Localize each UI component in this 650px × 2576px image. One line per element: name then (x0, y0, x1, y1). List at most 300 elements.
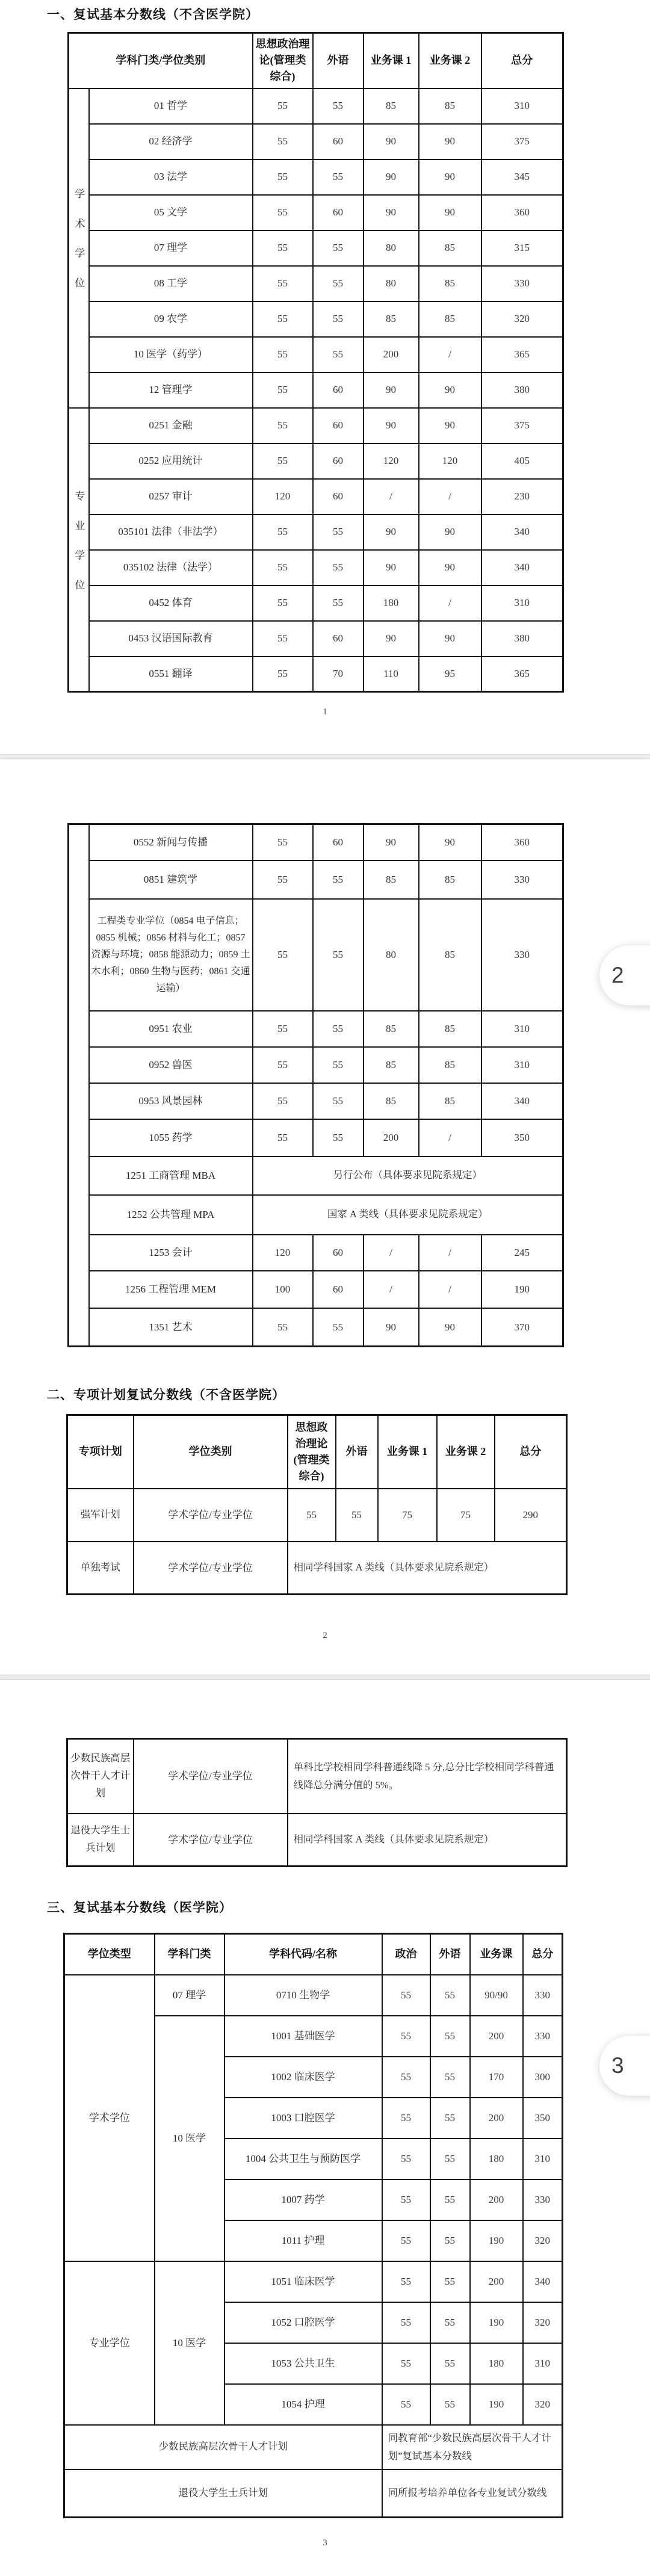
table-cell: 365 (481, 337, 563, 372)
table-cell: 90/90 (470, 1975, 523, 2016)
table-cell: 180 (364, 585, 419, 621)
group-label-professional: 专业学位 (64, 2261, 155, 2425)
table-cell: 12 管理学 (89, 372, 253, 408)
table-cell: / (364, 1271, 419, 1308)
table-cell: 80 (364, 230, 419, 266)
table-row (69, 1271, 563, 1308)
table-cell: 55 (313, 585, 364, 621)
table-cell: 60 (313, 443, 364, 479)
table-row (69, 1011, 563, 1047)
col-subject2: 业务课 2 (437, 1415, 495, 1489)
table-row (67, 1542, 567, 1595)
table-cell: / (419, 1271, 481, 1308)
table-cell: 0851 建筑学 (89, 860, 253, 899)
table-row (69, 33, 563, 88)
table-cell: 90 (419, 514, 481, 550)
table-cell: 90 (364, 195, 419, 230)
table-row (69, 301, 563, 337)
table-cell: 90 (364, 1308, 419, 1347)
table-cell: 310 (523, 2139, 563, 2179)
table-row (64, 2469, 563, 2518)
table-cell: 55 (253, 621, 313, 656)
table-cell: 90 (419, 824, 481, 860)
table-cell: 国家 A 类线（具体要求见院系规定） (253, 1195, 563, 1235)
table-cell: 320 (523, 2302, 563, 2343)
table-cell: 85 (364, 1083, 419, 1119)
col-total: 总分 (495, 1415, 567, 1489)
col-foreign-language: 外语 (336, 1415, 378, 1489)
table-cell: 55 (253, 514, 313, 550)
table-row (69, 159, 563, 195)
table-row (67, 1489, 567, 1542)
table-cell: 320 (523, 2384, 563, 2425)
table-cell: 55 (430, 2302, 470, 2343)
table-cell: 120 (253, 1235, 313, 1271)
table-cell: 360 (481, 195, 563, 230)
table-row (69, 408, 563, 443)
table-cell: 60 (313, 1271, 364, 1308)
table-cell: / (364, 1235, 419, 1271)
col-discipline: 学科门类/学位类别 (69, 33, 253, 88)
table-cell: 85 (419, 230, 481, 266)
table-cell: 375 (481, 408, 563, 443)
table-cell: 85 (364, 301, 419, 337)
table-cell: 80 (364, 266, 419, 301)
table-cell: 1052 口腔医学 (224, 2302, 382, 2343)
table-cell: 相同学科国家 A 类线（具体要求见院系规定） (288, 1542, 567, 1595)
table-row (69, 1157, 563, 1195)
col-politics: 思想政治理论(管理类综合) (253, 33, 313, 88)
table-cell: 90 (364, 824, 419, 860)
table-cell: / (419, 337, 481, 372)
table-cell: 330 (481, 860, 563, 899)
section-1-title: 一、复试基本分数线（不含医学院） (47, 7, 259, 22)
table-row (64, 1975, 563, 2016)
table-cell: 60 (313, 479, 364, 514)
table-row (69, 266, 563, 301)
col-politics: 政治 (382, 1934, 430, 1975)
table-cell: 95 (419, 656, 481, 692)
table-cell: 55 (253, 899, 313, 1011)
table-cell: 60 (313, 408, 364, 443)
table-cell: 55 (253, 408, 313, 443)
table-cell: 55 (313, 550, 364, 585)
table-row (69, 479, 563, 514)
table-cell: 退役大学生士兵计划 (67, 1814, 134, 1867)
table-row (69, 1235, 563, 1271)
table-cell: 310 (481, 88, 563, 124)
group-label-medicine: 10 医学 (155, 2016, 224, 2261)
table-cell: 360 (481, 824, 563, 860)
table-cell: 0453 汉语国际教育 (89, 621, 253, 656)
table-row (69, 1083, 563, 1119)
table-cell: 1251 工商管理 MBA (89, 1157, 253, 1195)
table-cell: 55 (253, 230, 313, 266)
table-cell: 380 (481, 372, 563, 408)
table-row (67, 1739, 567, 1814)
table-cell: 55 (382, 2179, 430, 2220)
page-number-3: 3 (323, 2538, 327, 2548)
table-cell: 90 (419, 550, 481, 585)
score-table-main-page2 (67, 823, 564, 1347)
document-page-1 (0, 0, 650, 754)
table-cell: 55 (253, 195, 313, 230)
table-cell: 07 理学 (89, 230, 253, 266)
table-cell: 60 (313, 372, 364, 408)
table-cell: 310 (481, 585, 563, 621)
document-page-2 (0, 759, 650, 1675)
table-row (69, 514, 563, 550)
group-label-academic: 学术学位 (64, 1975, 155, 2261)
table-cell: 190 (470, 2220, 523, 2261)
table-cell: 190 (470, 2302, 523, 2343)
table-cell: 55 (253, 824, 313, 860)
table-row (69, 860, 563, 899)
table-cell: 少数民族高层次骨干人才计划 (64, 2425, 382, 2469)
table-cell: 60 (313, 195, 364, 230)
table-cell: 300 (523, 2057, 563, 2098)
table-cell: 90 (419, 159, 481, 195)
document-page-3 (0, 1680, 650, 2576)
table-cell: 90 (364, 514, 419, 550)
table-cell: 80 (364, 899, 419, 1011)
table-cell: 85 (364, 88, 419, 124)
table-cell: 55 (313, 1083, 364, 1119)
section-2-title: 二、专项计划复试分数线（不含医学院） (47, 1388, 285, 1402)
table-cell: 02 经济学 (89, 124, 253, 159)
table-cell: 330 (481, 899, 563, 1011)
table-cell: 55 (288, 1489, 336, 1542)
table-cell: 55 (430, 2139, 470, 2179)
table-cell: 55 (253, 124, 313, 159)
col-subject1: 业务课 1 (378, 1415, 437, 1489)
table-cell: 1256 工程管理 MEM (89, 1271, 253, 1308)
table-cell: 85 (419, 899, 481, 1011)
table-row (69, 656, 563, 692)
table-cell: 55 (382, 2261, 430, 2302)
table-cell: 55 (253, 550, 313, 585)
table-cell: 单独考试 (67, 1542, 134, 1595)
table-cell: 90 (364, 621, 419, 656)
table-row (64, 2425, 563, 2469)
table-cell: 55 (382, 2016, 430, 2057)
table-cell: 55 (382, 2384, 430, 2425)
table-cell: 55 (430, 2016, 470, 2057)
table-cell: 1007 药学 (224, 2179, 382, 2220)
table-cell: 55 (313, 88, 364, 124)
table-cell: 0452 体育 (89, 585, 253, 621)
table-cell: 相同学科国家 A 类线（具体要求见院系规定） (288, 1814, 567, 1867)
table-cell: 340 (481, 1083, 563, 1119)
table-row (69, 1119, 563, 1157)
table-cell: 55 (382, 2139, 430, 2179)
table-cell: 55 (382, 2220, 430, 2261)
table-cell: 03 法学 (89, 159, 253, 195)
group-label-professional: 专业学位 (69, 408, 89, 692)
table-cell: 200 (470, 2179, 523, 2220)
special-plan-table (66, 1414, 568, 1595)
table-cell: 90 (419, 621, 481, 656)
col-degree-type: 学位类型 (64, 1934, 155, 1975)
table-cell: 90 (419, 408, 481, 443)
table-cell: 学术学位/专业学位 (134, 1489, 288, 1542)
table-cell: 310 (481, 1047, 563, 1083)
col-foreign-language: 外语 (430, 1934, 470, 1975)
table-cell: 1351 艺术 (89, 1308, 253, 1347)
medical-school-table (63, 1933, 563, 2518)
table-row (67, 1814, 567, 1867)
table-cell: 340 (481, 550, 563, 585)
col-subject: 业务课 (470, 1934, 523, 1975)
table-cell: 1002 临床医学 (224, 2057, 382, 2098)
table-cell: 1054 护理 (224, 2384, 382, 2425)
table-cell: 60 (313, 621, 364, 656)
table-row (69, 195, 563, 230)
table-row (69, 88, 563, 124)
table-cell: 55 (253, 372, 313, 408)
table-cell: 10 医学（药学） (89, 337, 253, 372)
group-label-academic: 学术学位 (69, 88, 89, 408)
col-special-plan: 专项计划 (67, 1415, 134, 1489)
table-cell: 01 哲学 (89, 88, 253, 124)
table-cell: 85 (419, 88, 481, 124)
table-cell: 330 (523, 1975, 563, 2016)
table-cell: 退役大学生士兵计划 (64, 2469, 382, 2518)
table-cell: 55 (313, 514, 364, 550)
table-cell: 90 (364, 159, 419, 195)
table-cell: 55 (313, 301, 364, 337)
table-cell: 350 (523, 2098, 563, 2139)
table-cell: 330 (481, 266, 563, 301)
table-cell: 1051 临床医学 (224, 2261, 382, 2302)
table-cell: 1253 会计 (89, 1235, 253, 1271)
table-cell: 90 (364, 550, 419, 585)
table-cell: 035101 法律（非法学） (89, 514, 253, 550)
table-cell: 035102 法律（法学） (89, 550, 253, 585)
table-cell: 85 (419, 860, 481, 899)
table-cell: / (419, 1235, 481, 1271)
group-label-empty (69, 824, 89, 1347)
table-cell: 55 (313, 1308, 364, 1347)
table-cell: 55 (382, 2302, 430, 2343)
table-cell: 320 (481, 301, 563, 337)
table-cell: 180 (470, 2139, 523, 2179)
page-number-1: 1 (323, 707, 327, 717)
table-cell: 75 (437, 1489, 495, 1542)
table-cell: 0251 金融 (89, 408, 253, 443)
table-cell: 55 (313, 230, 364, 266)
table-cell: 55 (430, 2098, 470, 2139)
table-cell: 310 (523, 2343, 563, 2384)
table-cell: 1252 公共管理 MPA (89, 1195, 253, 1235)
table-cell: 09 农学 (89, 301, 253, 337)
table-cell: 85 (419, 1083, 481, 1119)
table-cell: 405 (481, 443, 563, 479)
table-row (64, 2261, 563, 2302)
table-row (69, 1308, 563, 1347)
table-cell: 55 (313, 860, 364, 899)
col-total: 总分 (481, 33, 563, 88)
table-cell: 200 (470, 2016, 523, 2057)
table-cell: 工程类专业学位（0854 电子信息；0855 机械；0856 材料与化工；0857 资源与环境；0858 能源动力；0859 土木水利；0860 生物与医药；0861 交通运输） (89, 899, 253, 1011)
table-cell: 90 (364, 372, 419, 408)
table-cell: 05 文学 (89, 195, 253, 230)
table-cell: 55 (253, 266, 313, 301)
table-cell: 55 (253, 301, 313, 337)
table-cell: 365 (481, 656, 563, 692)
table-cell: 55 (313, 1047, 364, 1083)
table-cell: / (419, 479, 481, 514)
table-cell: 55 (313, 337, 364, 372)
table-cell: 55 (313, 159, 364, 195)
table-cell: 55 (253, 656, 313, 692)
table-cell: 1001 基础医学 (224, 2016, 382, 2057)
group-label-medicine: 10 医学 (155, 2261, 224, 2425)
table-cell: 55 (253, 1308, 313, 1347)
table-cell: 0951 农业 (89, 1011, 253, 1047)
table-row (69, 372, 563, 408)
table-cell: 55 (253, 1083, 313, 1119)
table-cell: 强军计划 (67, 1489, 134, 1542)
table-cell: 370 (481, 1308, 563, 1347)
table-row (67, 1415, 567, 1489)
table-cell: 120 (364, 443, 419, 479)
table-cell: 55 (336, 1489, 378, 1542)
table-cell: 75 (378, 1489, 437, 1542)
table-row (69, 1047, 563, 1083)
col-politics: 思想政治理论(管理类综合) (288, 1415, 336, 1489)
table-cell: 55 (430, 2384, 470, 2425)
table-cell: 55 (253, 1119, 313, 1157)
table-cell: 55 (430, 1975, 470, 2016)
table-cell: 85 (364, 860, 419, 899)
table-cell: 07 理学 (155, 1975, 224, 2016)
table-cell: 60 (313, 124, 364, 159)
table-cell: 0552 新闻与传播 (89, 824, 253, 860)
table-cell: 85 (419, 1047, 481, 1083)
table-cell: 1003 口腔医学 (224, 2098, 382, 2139)
table-cell: 同教育部“少数民族高层次骨干人才计划”复试基本分数线 (382, 2425, 563, 2469)
table-cell: / (419, 1119, 481, 1157)
viewer-page-indicator-2-label: 2 (611, 963, 624, 987)
table-cell: 110 (364, 656, 419, 692)
table-row (69, 585, 563, 621)
col-total: 总分 (523, 1934, 563, 1975)
table-cell: 70 (313, 656, 364, 692)
table-cell: / (419, 585, 481, 621)
table-cell: 230 (481, 479, 563, 514)
table-cell: 55 (313, 266, 364, 301)
col-foreign-language: 外语 (313, 33, 364, 88)
table-row (69, 824, 563, 860)
table-cell: 90 (364, 124, 419, 159)
table-cell: 0551 翻译 (89, 656, 253, 692)
table-cell: 190 (481, 1271, 563, 1308)
col-discipline: 学科门类 (155, 1934, 224, 1975)
table-cell: 学术学位/专业学位 (134, 1542, 288, 1595)
table-cell: 同所报考培养单位各专业复试分数线 (382, 2469, 563, 2518)
table-cell: 55 (382, 1975, 430, 2016)
table-cell: 55 (382, 2098, 430, 2139)
table-cell: 单科比学校相同学科普通线降 5 分,总分比学校相同学科普通线降总分满分值的 5%。 (288, 1739, 567, 1814)
table-cell: / (364, 479, 419, 514)
table-cell: 55 (430, 2220, 470, 2261)
table-row (69, 1195, 563, 1235)
table-cell: 170 (470, 2057, 523, 2098)
table-cell: 55 (313, 899, 364, 1011)
table-cell: 55 (313, 1011, 364, 1047)
table-cell: 90 (419, 372, 481, 408)
table-cell: 200 (364, 337, 419, 372)
table-cell: 1055 药学 (89, 1119, 253, 1157)
table-cell: 0952 兽医 (89, 1047, 253, 1083)
table-cell: 310 (481, 1011, 563, 1047)
table-cell: 1011 护理 (224, 2220, 382, 2261)
table-cell: 120 (253, 479, 313, 514)
table-cell: 55 (253, 443, 313, 479)
table-row (69, 899, 563, 1011)
table-cell: 330 (523, 2016, 563, 2057)
section-3-title: 三、复试基本分数线（医学院） (47, 1900, 232, 1915)
table-cell: 55 (382, 2343, 430, 2384)
table-cell: 90 (419, 195, 481, 230)
col-degree-type: 学位类别 (134, 1415, 288, 1489)
special-plan-table-continued (66, 1738, 568, 1867)
col-code-name: 学科代码/名称 (224, 1934, 382, 1975)
table-cell: 55 (253, 337, 313, 372)
table-cell: 85 (364, 1011, 419, 1047)
table-row (69, 230, 563, 266)
score-table-main-page1 (67, 32, 564, 693)
table-cell: 85 (419, 1011, 481, 1047)
table-cell: 330 (523, 2179, 563, 2220)
table-cell: 290 (495, 1489, 567, 1542)
table-cell: 少数民族高层次骨干人才计划 (67, 1739, 134, 1814)
table-cell: 180 (470, 2343, 523, 2384)
table-cell: 0257 审计 (89, 479, 253, 514)
viewer-page-indicator-3-label: 3 (611, 2053, 624, 2078)
table-cell: 200 (470, 2098, 523, 2139)
col-subject2: 业务课 2 (419, 33, 481, 88)
table-cell: 55 (430, 2057, 470, 2098)
page-number-2: 2 (323, 1631, 327, 1640)
table-cell: 340 (481, 514, 563, 550)
table-cell: 0953 风景园林 (89, 1083, 253, 1119)
table-cell: 另行公布（具体要求见院系规定） (253, 1157, 563, 1195)
table-cell: 245 (481, 1235, 563, 1271)
table-cell: 190 (470, 2384, 523, 2425)
table-cell: 200 (470, 2261, 523, 2302)
table-cell: 320 (523, 2220, 563, 2261)
table-cell: 375 (481, 124, 563, 159)
table-cell: 90 (364, 408, 419, 443)
table-cell: 340 (523, 2261, 563, 2302)
table-row (69, 124, 563, 159)
table-cell: 08 工学 (89, 266, 253, 301)
table-cell: 380 (481, 621, 563, 656)
table-cell: 55 (253, 88, 313, 124)
table-cell: 100 (253, 1271, 313, 1308)
table-cell: 0252 应用统计 (89, 443, 253, 479)
table-cell: 55 (253, 860, 313, 899)
table-cell: 90 (419, 124, 481, 159)
table-row (64, 1934, 563, 1975)
table-cell: 90 (419, 1308, 481, 1347)
table-cell: 120 (419, 443, 481, 479)
table-cell: 350 (481, 1119, 563, 1157)
table-cell: 55 (253, 1011, 313, 1047)
table-cell: 55 (253, 585, 313, 621)
